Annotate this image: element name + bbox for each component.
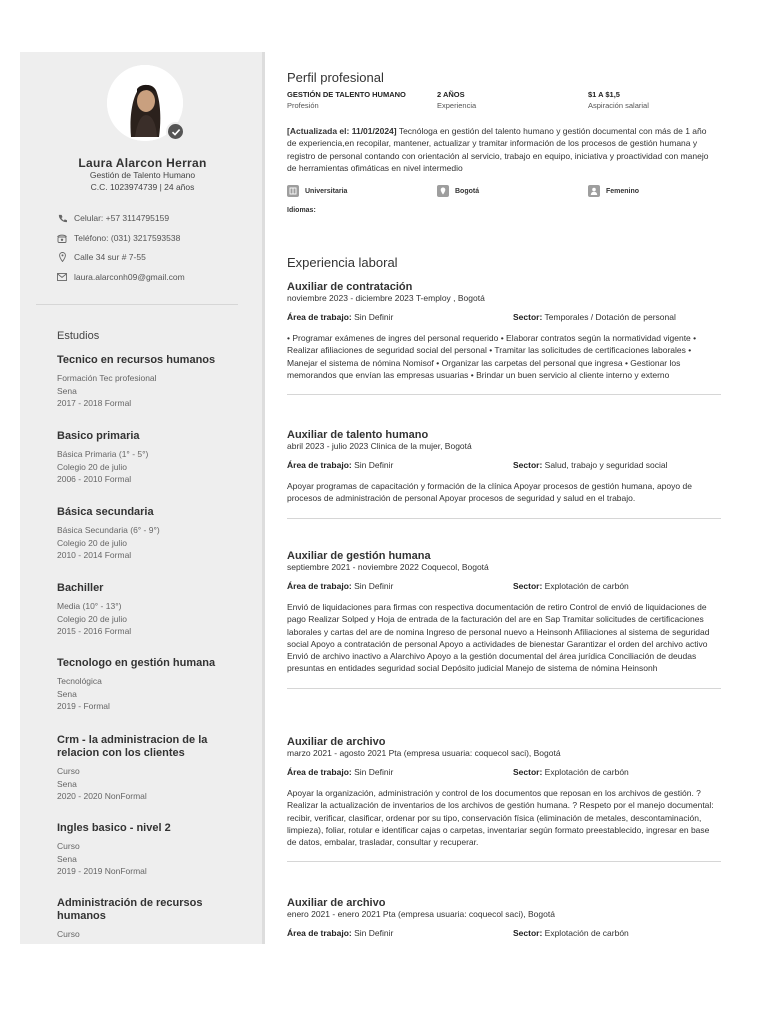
study-dates: 2019 - Formal	[57, 701, 110, 712]
study-type: Media (10° - 13°)	[57, 601, 122, 611]
study-title: Administración de recursos humanos	[57, 897, 203, 922]
gender-text: Femenino	[606, 187, 640, 195]
candidate-id-age: C.C. 1023974739 | 24 años	[90, 182, 195, 192]
study-item	[57, 897, 247, 941]
area-label: Área de trabajo:	[287, 928, 352, 938]
profession-label: Profesión	[287, 101, 319, 110]
study-dates: 2015 - 2016 Formal	[57, 626, 132, 637]
job-meta: septiembre 2021 - noviembre 2022 Coquecol, Bogotá	[287, 562, 489, 572]
summary-updated-date: [Actualizada el: 11/01/2024]	[287, 126, 397, 136]
job-area-sector-row	[287, 581, 721, 593]
education-level-chip	[287, 185, 347, 197]
job-area	[287, 767, 393, 777]
job-meta: noviembre 2023 - diciembre 2023 T-employ , Bogotá	[287, 293, 485, 303]
job-sector	[513, 581, 629, 591]
study-institution: Sena	[57, 778, 77, 789]
location-pin-icon	[56, 252, 68, 262]
profile-summary	[287, 125, 717, 174]
study-type: Básica Secundaria (6° - 9°)	[57, 525, 160, 535]
study-institution: Sena	[57, 688, 77, 699]
person-icon	[588, 185, 600, 197]
envelope-icon	[56, 273, 68, 281]
job-area-sector-row	[287, 460, 721, 472]
study-type: Básica Primaria (1° - 5°)	[57, 449, 149, 459]
phone-icon	[56, 214, 68, 223]
area-value: Sin Definir	[351, 460, 394, 470]
sidebar	[20, 52, 265, 944]
education-level-text: Universitaria	[305, 187, 348, 195]
sector-value: Explotación de carbón	[542, 928, 629, 938]
experience-heading: Experiencia laboral	[287, 255, 398, 270]
job-area	[287, 928, 393, 938]
area-label: Área de trabajo:	[287, 581, 352, 591]
job-title: Auxiliar de talento humano	[287, 429, 429, 441]
study-institution: Colegio 20 de julio	[57, 613, 127, 624]
job-area-sector-row	[287, 767, 721, 779]
job-area-sector-row	[287, 312, 721, 324]
job-sector	[513, 312, 676, 322]
job-title: Auxiliar de contratación	[287, 281, 413, 293]
job-entry	[287, 550, 721, 689]
city-text: Bogotá	[455, 187, 480, 195]
study-institution: Sena	[57, 853, 77, 864]
sector-label: Sector:	[513, 460, 543, 470]
sector-value: Salud, trabajo y seguridad social	[542, 460, 668, 470]
sector-label: Sector:	[513, 581, 543, 591]
studies-heading: Estudios	[57, 330, 100, 342]
sector-value: Explotación de carbón	[542, 767, 629, 777]
contact-telephone	[56, 233, 180, 243]
candidate-name: Laura Alarcon Herran	[78, 156, 207, 170]
job-area	[287, 460, 393, 470]
sector-label: Sector:	[513, 312, 543, 322]
study-dates: 2020 - 2020 NonFormal	[57, 791, 147, 802]
contact-email-text[interactable]: laura.alarconh09@gmail.com	[74, 272, 185, 282]
study-item	[57, 506, 247, 562]
profile-heading: Perfil profesional	[287, 70, 384, 85]
job-description: Apoyar la organización, administración y control de los documentos que reposan en los archivos de gestión. ? Realizar la actualización de inventarios de los archivos de gestión humana. ? Respeto por el manejo documental: recibir, verificar, clasificar, ordenar por su tipo, conservación física (eliminación de metales, descontaminación, limpieza), foliar, rotular e identificar cajas o carpetas, inventariar según formato preestablecido, ingresar en base de datos, embalar, trasladar, consultar y recuperar.	[287, 788, 714, 848]
study-item	[57, 822, 247, 878]
gender-chip	[588, 185, 639, 197]
study-title: Basico primaria	[57, 430, 140, 442]
job-meta: marzo 2021 - agosto 2021 Pta (empresa usuaria: coquecol saci), Bogotá	[287, 748, 561, 758]
city-chip	[437, 185, 479, 197]
job-divider	[287, 688, 721, 689]
study-type: Curso	[57, 929, 80, 939]
candidate-headline: Gestión de Talento Humano	[89, 170, 196, 180]
job-title: Auxiliar de gestión humana	[287, 550, 431, 562]
study-item	[57, 734, 247, 803]
study-item	[57, 430, 247, 486]
study-type: Tecnológica	[57, 676, 102, 686]
job-entry	[287, 897, 721, 940]
job-description: Envió de liquidaciones para firmas con respectiva documentación de retiro Control de envió de liquidaciones de pago Realizar Solped y Hoja de entrada de la facturación del are en Sap Tramitar solicitudes de certificaciones laborales y cartas del are de nomina Ingreso de personal nuevo a Heinsonh Afiliaciones al sistema de seguridad social Apoyo a contratación de personal Apoyo a actividades de bienestar Garantizar el orden del archivo activo Envió de archivo inactivo a Alarchivo Apoyo a la gestión documental del área jurídica Conciliación de deudas presuntas en entidades seguridad social Depósito judicial Manejo de sistema de nómina Heinsonh	[287, 602, 710, 674]
area-label: Área de trabajo:	[287, 312, 352, 322]
job-description: • Programar exámenes de ingres del personal requerido • Elaborar contratos según la normatividad vigente • Realizar afiliaciones de seguridad social del personal • Tramitar las solicitudes de certificaciones laborales • Manejar el sistema de nómina Nomisof • Organizar las carpetas del personal que ingresa • Gestionar los memorandos que envían las empresas usuarias • Brindar un buen servicio al cliente interno y externo	[287, 333, 697, 380]
contact-telephone-text: Teléfono: (031) 3217593538	[74, 233, 181, 243]
building-icon	[287, 185, 299, 197]
area-label: Área de trabajo:	[287, 767, 352, 777]
study-title: Ingles basico - nivel 2	[57, 822, 171, 834]
contact-phone-text: Celular: +57 3114795159	[74, 213, 170, 223]
contact-address	[56, 252, 146, 262]
job-divider	[287, 394, 721, 395]
study-type: Formación Tec profesional	[57, 373, 157, 383]
job-sector	[513, 928, 629, 938]
job-title: Auxiliar de archivo	[287, 897, 386, 909]
study-institution: Colegio 20 de julio	[57, 461, 127, 472]
job-entry	[287, 281, 721, 395]
study-dates: 2006 - 2010 Formal	[57, 474, 132, 485]
job-sector	[513, 460, 668, 470]
study-dates: 2010 - 2014 Formal	[57, 550, 132, 561]
job-area-sector-row	[287, 928, 721, 940]
study-institution: Sena	[57, 385, 77, 396]
study-dates: 2017 - 2018 Formal	[57, 398, 132, 409]
cv-sheet	[20, 52, 750, 944]
sector-label: Sector:	[513, 928, 543, 938]
profile-photo	[107, 65, 183, 141]
experience-value: 2 AÑOS	[437, 90, 465, 99]
salary-value: $1 A $1,5	[588, 90, 620, 99]
sector-value: Explotación de carbón	[542, 581, 629, 591]
job-divider	[287, 861, 721, 862]
contact-email[interactable]	[56, 272, 185, 282]
job-meta: enero 2021 - enero 2021 Pta (empresa usuaria: coquecol saci), Bogotá	[287, 909, 555, 919]
salary-label: Aspiración salarial	[588, 101, 649, 110]
profession-field	[287, 90, 406, 110]
job-description: Apoyar programas de capacitación y formación de la clínica Apoyar procesos de gestión humana, apoyo de procesos de administración de personal Apoyar procesos de seguridad y salud en el trabajo.	[287, 481, 692, 504]
study-institution: Colegio 20 de julio	[57, 537, 127, 548]
study-title: Básica secundaria	[57, 506, 154, 518]
job-title: Auxiliar de archivo	[287, 736, 386, 748]
verified-badge	[166, 122, 185, 141]
area-value: Sin Definir	[351, 928, 394, 938]
study-title: Bachiller	[57, 582, 104, 594]
study-title: Tecnico en recursos humanos	[57, 354, 216, 366]
study-dates: 2019 - 2019 NonFormal	[57, 866, 147, 877]
study-title: Tecnologo en gestión humana	[57, 657, 216, 669]
job-entry	[287, 429, 721, 519]
telephone-icon	[56, 234, 68, 243]
job-sector	[513, 767, 629, 777]
area-label: Área de trabajo:	[287, 460, 352, 470]
sector-label: Sector:	[513, 767, 543, 777]
job-area	[287, 312, 393, 322]
area-value: Sin Definir	[351, 312, 394, 322]
sidebar-divider	[36, 304, 238, 305]
study-item	[57, 354, 247, 410]
study-title: Crm - la administracion de la relacion con los clientes	[57, 734, 208, 759]
contact-phone	[56, 213, 169, 223]
experience-field	[437, 90, 476, 110]
location-icon	[437, 185, 449, 197]
languages-label: Idiomas:	[287, 207, 316, 214]
main-content	[287, 52, 721, 944]
summary-text: Tecnóloga en gestión del talento humano y gestión documental con más de 1 año de experiencia,en recopilar, mantener, actualizar y tramitar información de los procesos de gestión humana y registro de personal contando con orientación al servicio, trabajo en equipo, iniciativa y proactividad con manejo de herramientas ofimáticas en nivel intermedio	[287, 126, 709, 173]
experience-label: Experiencia	[437, 101, 477, 110]
study-item	[57, 657, 247, 713]
profession-value: GESTIÓN DE TALENTO HUMANO	[287, 90, 406, 99]
area-value: Sin Definir	[351, 581, 394, 591]
job-entry	[287, 736, 721, 862]
study-type: Curso	[57, 766, 80, 776]
job-meta: abril 2023 - julio 2023 Clinica de la mujer, Bogotá	[287, 441, 472, 451]
check-icon	[171, 127, 181, 137]
study-item	[57, 582, 247, 638]
salary-field	[588, 90, 649, 110]
sector-value: Temporales / Dotación de personal	[542, 312, 676, 322]
job-divider	[287, 518, 721, 519]
study-type: Curso	[57, 841, 80, 851]
area-value: Sin Definir	[351, 767, 394, 777]
job-area	[287, 581, 393, 591]
contact-address-text: Calle 34 sur # 7-55	[74, 252, 146, 262]
